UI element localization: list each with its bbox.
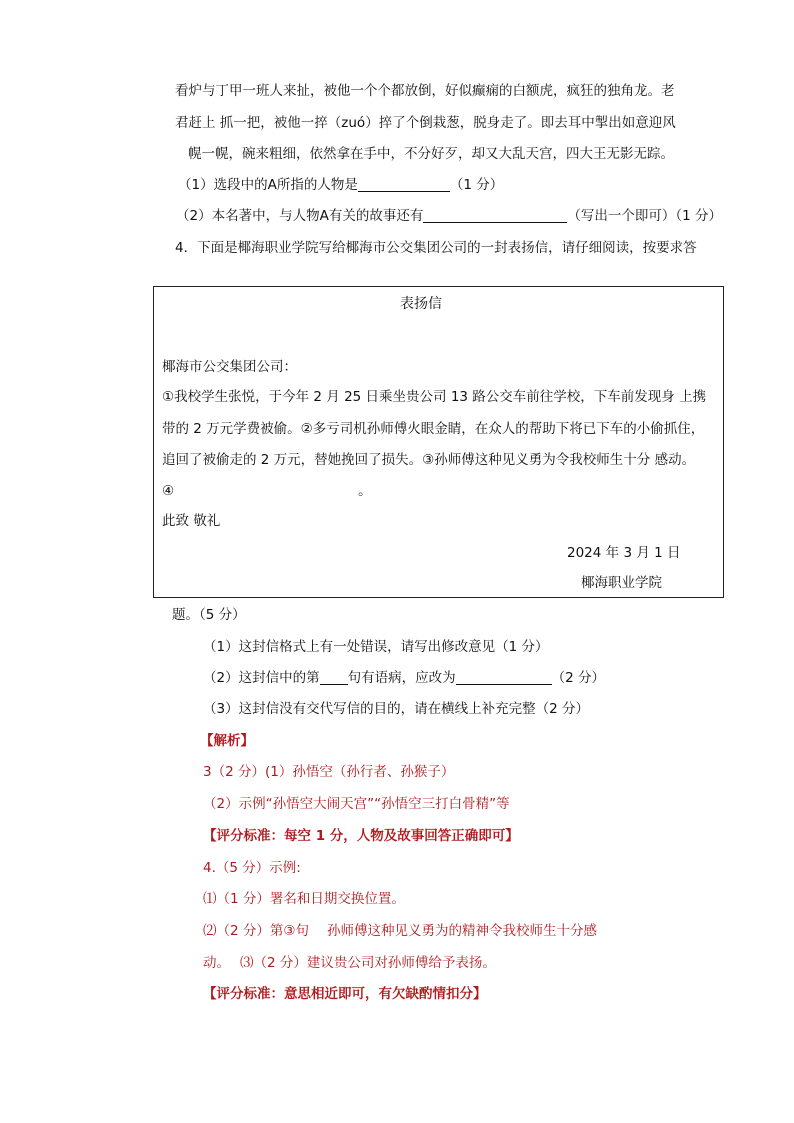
analysis-scoring-4: 【评分标准：意思相近即可，有欠缺酌情扣分】 bbox=[203, 986, 487, 1002]
q4-sub2-blank-correction[interactable] bbox=[456, 670, 552, 685]
analysis-answer-4-2-number: ⑵（2 分）第③句 bbox=[203, 923, 309, 939]
q4-sub3: （3）这封信没有交代写信的目的，请在横线上补充完整（2 分） bbox=[203, 701, 589, 717]
analysis-heading: 【解析】 bbox=[200, 733, 254, 749]
q3-sub1-prefix: （1）选段中的A所指的人物是 bbox=[178, 177, 358, 193]
letter-salutation: 椰海市公交集团公司： bbox=[162, 359, 297, 375]
q3-sub2 bbox=[176, 206, 722, 226]
analysis-answer-4-2 bbox=[203, 921, 597, 941]
passage-line-1: 看炉与丁甲一班人来扯，被他一个个都放倒，好似癫痫的白额虎，疯狂的独角龙。老 bbox=[175, 83, 675, 99]
analysis-answer-3-2: （2）示例“孙悟空大闹天宫”“孙悟空三打白骨精”等 bbox=[203, 796, 510, 812]
analysis-answer-4-2-cont bbox=[203, 953, 496, 973]
letter-body4-end: 。 bbox=[358, 483, 372, 499]
q3-sub1 bbox=[178, 175, 503, 195]
q4-sub2-suffix: （2 分） bbox=[551, 670, 605, 686]
letter-body-line-3: 追回了被偷走的 2 万元，替她挽回了损失。③孙师傅这种见义勇为令我校师生十分 感动。 bbox=[162, 452, 696, 468]
letter-signature: 椰海职业学院 bbox=[581, 575, 662, 591]
analysis-answer-4-1: ⑴（1 分）署名和日期交换位置。 bbox=[203, 891, 405, 907]
q4-intro-cont: 题。（5 分） bbox=[172, 607, 246, 623]
q4-sub2 bbox=[203, 668, 605, 688]
q3-sub2-blank[interactable] bbox=[423, 208, 567, 223]
q4-sub2-prefix: （2）这封信中的第 bbox=[203, 670, 320, 686]
letter-body4-number: ④ bbox=[162, 483, 175, 499]
q3-sub2-prefix: （2）本名著中，与人物A有关的故事还有 bbox=[176, 208, 424, 224]
analysis-answer-4-2-text: 孙师傅这种见义勇为的精神令我校师生十分感 bbox=[326, 923, 597, 939]
analysis-answer-4-3: ⑶（2 分）建议贵公司对孙师傅给予表扬。 bbox=[240, 955, 496, 971]
q4-sub2-blank-sentence[interactable] bbox=[320, 670, 348, 685]
letter-closing: 此致 敬礼 bbox=[162, 513, 221, 529]
analysis-answer-4-2-end: 动。 bbox=[203, 955, 230, 971]
letter-title: 表扬信 bbox=[400, 296, 442, 312]
q3-sub1-suffix: （1 分） bbox=[449, 177, 504, 193]
passage-line-3: 幌一幌，碗来粗细，依然拿在手中，不分好歹，却又大乱天宫，四大王无影无踪。 bbox=[188, 146, 674, 162]
passage-line-2: 君赶上 抓一把，被他一捽（zuó）捽了个倒栽葱，脱身走了。即去耳中掣出如意迎风 bbox=[175, 115, 676, 131]
q4-intro: 4．下面是椰海职业学院写给椰海市公交集团公司的一封表扬信，请仔细阅读，按要求答 bbox=[175, 240, 697, 256]
analysis-scoring-3: 【评分标准：每空 1 分，人物及故事回答正确即可】 bbox=[203, 828, 519, 844]
analysis-answer-3-1: 3（2 分）(1）孙悟空（孙行者、孙猴子） bbox=[203, 764, 455, 780]
q3-sub2-suffix: （写出一个即可）（1 分） bbox=[567, 208, 722, 224]
q4-sub1: （1）这封信格式上有一处错误，请写出修改意见（1 分） bbox=[203, 639, 549, 655]
letter-body-line-2: 带的 2 万元学费被偷。②多亏司机孙师傅火眼金睛，在众人的帮助下将已下车的小偷抓住， bbox=[162, 421, 705, 437]
letter-box bbox=[153, 286, 724, 598]
letter-body-line-1: ①我校学生张悦，于今年 2 月 25 日乘坐贵公司 13 路公交车前往学校，下车前发现身 上携 bbox=[162, 389, 707, 405]
analysis-answer-4-heading: 4.（5 分）示例: bbox=[203, 860, 301, 876]
q3-sub1-blank[interactable] bbox=[358, 177, 450, 192]
letter-date: 2024 年 3 月 1 日 bbox=[567, 545, 681, 561]
q4-sub2-mid: 句有语病，应改为 bbox=[347, 670, 456, 686]
letter-body-line-4 bbox=[162, 481, 372, 501]
